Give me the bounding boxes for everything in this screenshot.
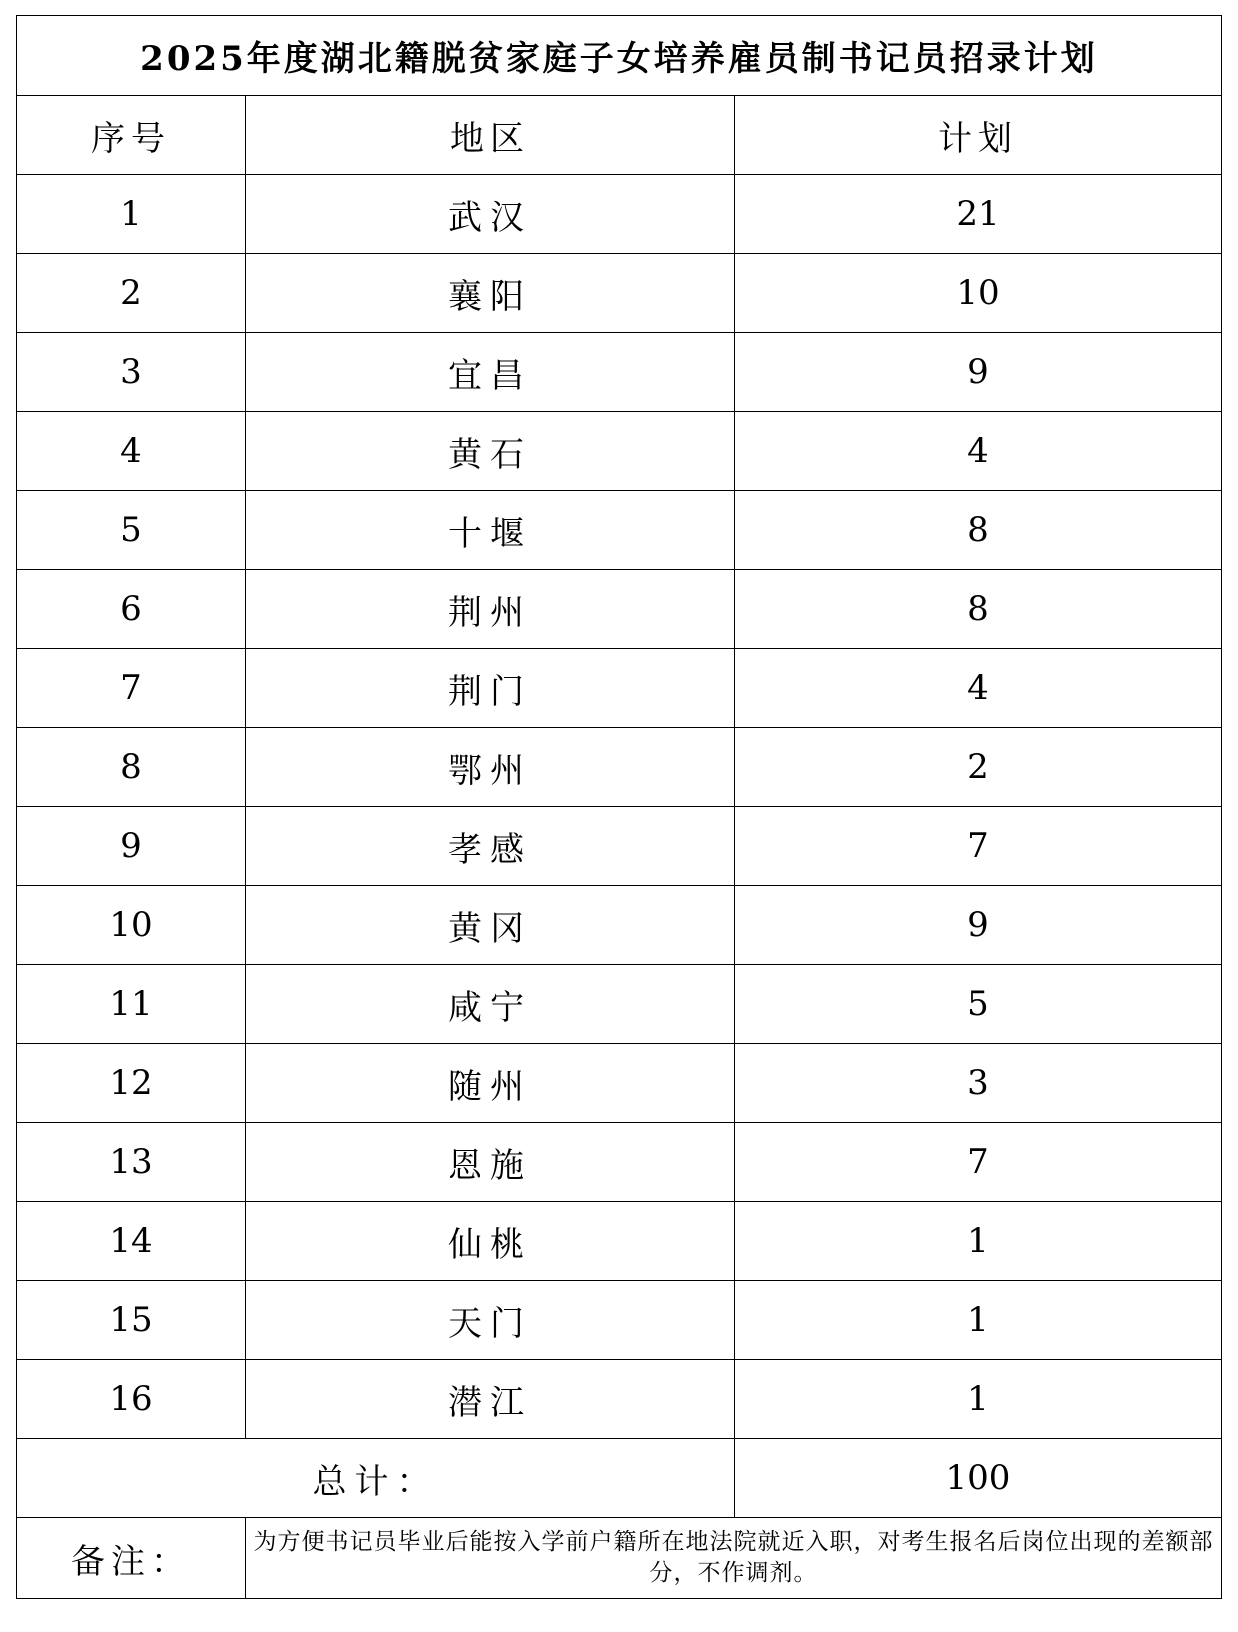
row-index: 7	[17, 649, 246, 728]
row-index: 1	[17, 175, 246, 254]
row-region: 随州	[246, 1044, 735, 1123]
header-plan: 计划	[735, 96, 1222, 175]
row-index: 2	[17, 254, 246, 333]
table-row	[17, 1044, 1222, 1123]
row-index: 16	[17, 1360, 246, 1439]
row-index: 10	[17, 886, 246, 965]
row-plan: 1	[735, 1360, 1222, 1439]
table-row	[17, 570, 1222, 649]
row-index: 4	[17, 412, 246, 491]
total-row	[17, 1439, 1222, 1518]
title-row	[17, 16, 1222, 96]
row-index: 3	[17, 333, 246, 412]
table-row	[17, 333, 1222, 412]
table-row	[17, 491, 1222, 570]
row-region: 孝感	[246, 807, 735, 886]
table-row	[17, 1360, 1222, 1439]
header-region: 地区	[246, 96, 735, 175]
table-row	[17, 965, 1222, 1044]
table-row	[17, 728, 1222, 807]
row-region: 荆门	[246, 649, 735, 728]
table-title: 2025年度湖北籍脱贫家庭子女培养雇员制书记员招录计划	[17, 16, 1222, 96]
table-row	[17, 412, 1222, 491]
row-plan: 8	[735, 570, 1222, 649]
table-row	[17, 649, 1222, 728]
row-plan: 7	[735, 807, 1222, 886]
header-index: 序号	[17, 96, 246, 175]
row-index: 13	[17, 1123, 246, 1202]
row-plan: 4	[735, 412, 1222, 491]
recruitment-plan-table	[16, 15, 1222, 1599]
table-row	[17, 175, 1222, 254]
row-region: 仙桃	[246, 1202, 735, 1281]
row-plan: 2	[735, 728, 1222, 807]
table-row	[17, 1123, 1222, 1202]
row-region: 武汉	[246, 175, 735, 254]
row-region: 潜江	[246, 1360, 735, 1439]
row-index: 9	[17, 807, 246, 886]
row-region: 十堰	[246, 491, 735, 570]
row-plan: 9	[735, 333, 1222, 412]
table-row	[17, 1281, 1222, 1360]
row-plan: 5	[735, 965, 1222, 1044]
table-row	[17, 886, 1222, 965]
row-plan: 3	[735, 1044, 1222, 1123]
row-index: 6	[17, 570, 246, 649]
row-index: 11	[17, 965, 246, 1044]
row-index: 15	[17, 1281, 246, 1360]
total-label: 总计：	[17, 1439, 735, 1518]
table-row	[17, 1202, 1222, 1281]
note-text: 为方便书记员毕业后能按入学前户籍所在地法院就近入职，对考生报名后岗位出现的差额部分，不作调剂。	[246, 1518, 1222, 1599]
row-plan: 9	[735, 886, 1222, 965]
row-region: 鄂州	[246, 728, 735, 807]
row-region: 黄石	[246, 412, 735, 491]
row-plan: 21	[735, 175, 1222, 254]
note-label: 备注：	[17, 1518, 246, 1599]
note-row	[17, 1518, 1222, 1599]
row-plan: 4	[735, 649, 1222, 728]
row-plan: 1	[735, 1202, 1222, 1281]
total-value: 100	[735, 1439, 1222, 1518]
row-region: 襄阳	[246, 254, 735, 333]
table-row	[17, 807, 1222, 886]
row-plan: 10	[735, 254, 1222, 333]
row-index: 12	[17, 1044, 246, 1123]
row-plan: 1	[735, 1281, 1222, 1360]
row-index: 14	[17, 1202, 246, 1281]
row-index: 8	[17, 728, 246, 807]
row-plan: 7	[735, 1123, 1222, 1202]
row-index: 5	[17, 491, 246, 570]
row-region: 宜昌	[246, 333, 735, 412]
row-region: 恩施	[246, 1123, 735, 1202]
row-region: 黄冈	[246, 886, 735, 965]
table-row	[17, 254, 1222, 333]
row-region: 荆州	[246, 570, 735, 649]
row-plan: 8	[735, 491, 1222, 570]
row-region: 咸宁	[246, 965, 735, 1044]
header-row	[17, 96, 1222, 175]
row-region: 天门	[246, 1281, 735, 1360]
